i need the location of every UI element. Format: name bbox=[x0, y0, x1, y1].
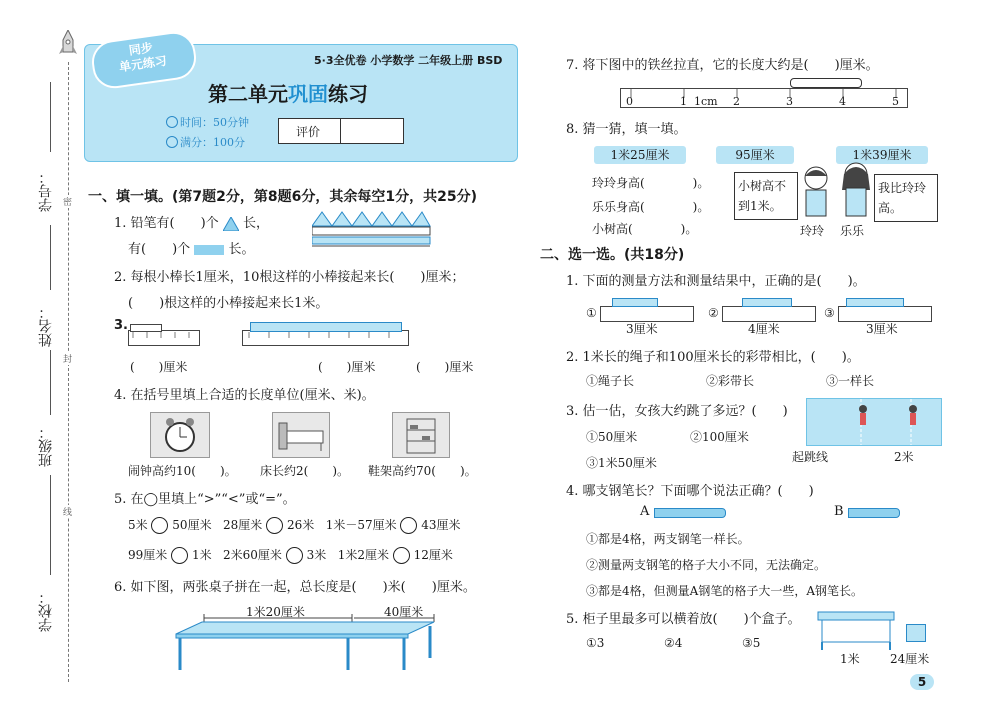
q5-row-2 bbox=[128, 546, 453, 564]
s2-q1-value: 3厘米 bbox=[626, 322, 658, 336]
q1-line-b bbox=[128, 238, 254, 257]
q8-row: 乐乐身高( )。 bbox=[592, 200, 710, 214]
q3-object-a bbox=[130, 324, 162, 332]
rectangle-icon bbox=[194, 245, 224, 255]
full-score: 满分：100分 bbox=[180, 136, 245, 149]
s2-q1-object-1 bbox=[612, 298, 658, 307]
s2-q1-object-2 bbox=[742, 298, 792, 307]
distance-label: 2米 bbox=[894, 450, 914, 464]
triangle-icon bbox=[223, 217, 239, 231]
q1-a2-text: 长， bbox=[242, 216, 269, 231]
clock-icon bbox=[166, 116, 178, 128]
s2-q3-opt[interactable]: ②100厘米 bbox=[690, 430, 749, 444]
s2-q2-text: 2. 1米长的绳子和100厘米长的彩带相比，( )。 bbox=[566, 350, 860, 365]
s2-q4-opt3-prefix: 都是 bbox=[598, 584, 623, 598]
pen-label-a: A bbox=[640, 504, 650, 519]
girl-lele-figure bbox=[836, 160, 876, 220]
s2-q5-opt[interactable]: ①3 bbox=[586, 636, 605, 650]
q1-line-a bbox=[114, 212, 269, 231]
q4-answer-b: 床长约2( )。 bbox=[260, 464, 349, 478]
q8-option: 95厘米 bbox=[716, 146, 794, 164]
cabinet-figure bbox=[816, 608, 896, 656]
q5-row-1 bbox=[128, 516, 461, 534]
s2-q3-opt[interactable]: ①50厘米 bbox=[586, 430, 638, 444]
q5-item: 50厘米 bbox=[172, 518, 212, 532]
q8-option: 1米25厘米 bbox=[594, 146, 686, 164]
q7-tick-label: 2 bbox=[733, 95, 740, 108]
unit-badge-text: 同步 单元练习 bbox=[118, 40, 168, 75]
q3-number: 3. bbox=[114, 318, 128, 333]
compare-circle[interactable] bbox=[286, 547, 303, 564]
box-figure bbox=[906, 624, 926, 642]
number-label: 学号： bbox=[38, 170, 54, 212]
wire-figure bbox=[790, 78, 862, 88]
start-line-label: 起跳线 bbox=[792, 450, 829, 464]
compare-circle[interactable] bbox=[151, 517, 168, 534]
s2-q1-text: 1. 下面的测量方法和测量结果中，正确的是( )。 bbox=[566, 274, 866, 289]
school-label: 学校： bbox=[38, 590, 54, 632]
q4-text: 4. 在括号里填上合适的长度单位(厘米、米)。 bbox=[114, 388, 375, 403]
series-label: 5·3全优卷 小学数学 二年级上册 BSD bbox=[314, 54, 503, 67]
tables-figure bbox=[172, 612, 462, 676]
q7-ruler bbox=[620, 88, 908, 108]
section2-heading: 二、选一选。(共18分) bbox=[540, 247, 685, 263]
q5-item: 1米2厘米 bbox=[337, 548, 389, 562]
compare-circle[interactable] bbox=[393, 547, 410, 564]
q4-answer-c: 鞋架高约70( )。 bbox=[368, 464, 477, 478]
title-part-c: 练习 bbox=[328, 82, 368, 106]
s2-q4-opt3-text: 4格，但测量A钢笔的格子大一些，A钢笔长。 bbox=[622, 584, 863, 598]
s2-q1-object-3 bbox=[846, 298, 904, 307]
girl-lingling-figure bbox=[796, 164, 836, 220]
q5-item: 1米－57厘米 bbox=[325, 518, 397, 532]
q5-item: 2米60厘米 bbox=[223, 548, 282, 562]
seal-mark-1: 密 bbox=[63, 195, 72, 208]
q7-tick-label: 4 bbox=[839, 95, 846, 108]
q5-text: 5. 在◯里填上“>”“<”或“=”。 bbox=[114, 492, 296, 507]
s2-q2-opt[interactable]: ③一样长 bbox=[826, 374, 875, 388]
seal-mark-2: 封 bbox=[63, 352, 72, 365]
q3-answer-a: ( )厘米 bbox=[130, 360, 188, 374]
page-number: 5 bbox=[910, 674, 934, 690]
speech-bubble-2: 我比玲玲高。 bbox=[874, 174, 938, 222]
q3-ruler-a bbox=[128, 330, 200, 346]
evaluation-label: 评价 bbox=[296, 125, 321, 139]
speech-bubble-1: 小树高不到1米。 bbox=[734, 172, 798, 220]
q5-item: 26米 bbox=[286, 518, 315, 532]
q7-tick-label: 0 bbox=[626, 95, 633, 108]
rocket-icon bbox=[58, 30, 78, 60]
q7-tick-label: 3 bbox=[786, 95, 793, 108]
bed-picture bbox=[272, 412, 330, 458]
class-label: 班级： bbox=[38, 425, 54, 467]
alarm-clock-picture bbox=[150, 412, 210, 458]
s2-q1-value: 3厘米 bbox=[866, 322, 898, 336]
seal-mark-3: 线 bbox=[63, 505, 72, 518]
q5-item: 99厘米 bbox=[128, 548, 168, 562]
s2-q4-opt[interactable]: ①都是4格，两支钢笔一样长。 bbox=[586, 532, 750, 546]
page-title bbox=[208, 78, 368, 107]
s2-q5-text: 5. 柜子里最多可以横着放( )个盒子。 bbox=[566, 612, 801, 627]
s2-q1-value: 4厘米 bbox=[748, 322, 780, 336]
s2-q4-text: 4. 哪支钢笔长？下面哪个说法正确？( ) bbox=[566, 484, 814, 499]
pencil-triangles-figure bbox=[312, 210, 432, 256]
number-line bbox=[50, 82, 51, 152]
q8-option: 1米39厘米 bbox=[836, 146, 928, 164]
s2-q1-opt: ③ bbox=[824, 306, 835, 320]
time-limit: 时间：50分钟 bbox=[180, 116, 249, 129]
q3-answer-c: ( )厘米 bbox=[416, 360, 474, 374]
school-line bbox=[50, 475, 51, 575]
name-lingling: 玲玲 bbox=[800, 224, 825, 238]
q5-item: 5米 bbox=[128, 518, 148, 532]
compare-circle[interactable] bbox=[266, 517, 283, 534]
q3-pencil-b bbox=[250, 322, 402, 332]
pen-a-figure bbox=[654, 508, 726, 518]
compare-circle[interactable] bbox=[400, 517, 417, 534]
shoe-rack-picture bbox=[392, 412, 450, 458]
q5-item: 1米 bbox=[191, 548, 212, 562]
q6-label-1: 1米20厘米 bbox=[246, 605, 305, 619]
name-line bbox=[50, 225, 51, 290]
q6-text: 6. 如下图，两张桌子拼在一起，总长度是( )米( )厘米。 bbox=[114, 580, 476, 595]
q7-tick-label: 1 bbox=[680, 95, 687, 108]
s2-q2-opt[interactable]: ②彩带长 bbox=[706, 374, 755, 388]
s2-q5-opt[interactable]: ③5 bbox=[742, 636, 761, 650]
compare-circle[interactable] bbox=[171, 547, 188, 564]
evaluation-divider bbox=[340, 118, 341, 144]
class-line bbox=[50, 350, 51, 415]
q5-item: 43厘米 bbox=[421, 518, 461, 532]
title-part-a: 第二单元 bbox=[208, 82, 288, 106]
pen-label-b: B bbox=[834, 504, 844, 519]
pen-b-figure bbox=[848, 508, 900, 518]
s2-q5-opt[interactable]: ②4 bbox=[664, 636, 683, 650]
name-lele: 乐乐 bbox=[840, 224, 865, 238]
q1-b-text: 有( )个 bbox=[128, 242, 191, 257]
q2-line-a: 2. 每根小棒长1厘米，10根这样的小棒接起来长( )厘米； bbox=[114, 270, 465, 285]
s2-q1-opt: ② bbox=[708, 306, 719, 320]
q2-line-b: ( )根这样的小棒接起来长1米。 bbox=[128, 296, 329, 311]
s2-q3-text: 3. 估一估，女孩大约跳了多远？( ) bbox=[566, 404, 788, 419]
jump-figure bbox=[806, 398, 942, 446]
cabinet-length-label: 1米 bbox=[840, 652, 860, 666]
s2-q4-opt[interactable]: ③都是4格，但测量A钢笔的格子大一些，A钢笔长。 bbox=[586, 584, 863, 598]
q8-row: 玲玲身高( )。 bbox=[592, 176, 710, 190]
q7-text: 7. 将下图中的铁丝拉直，它的长度大约是( )厘米。 bbox=[566, 58, 879, 73]
section1-heading: 一、填一填。(第7题2分，第8题6分，其余每空1分，共25分) bbox=[88, 189, 477, 205]
title-part-b: 巩固 bbox=[288, 82, 328, 106]
q8-row: 小树高( )。 bbox=[592, 222, 698, 236]
s2-q1-opt: ① bbox=[586, 306, 597, 320]
q5-item: 3米 bbox=[306, 548, 327, 562]
s2-q2-opt[interactable]: ①绳子长 bbox=[586, 374, 635, 388]
q1-a-text: 1. 铅笔有( )个 bbox=[114, 216, 219, 231]
q8-text: 8. 猜一猜，填一填。 bbox=[566, 122, 687, 137]
q5-item: 28厘米 bbox=[223, 518, 263, 532]
q1-b2-text: 长。 bbox=[228, 242, 255, 257]
name-label: 姓名： bbox=[38, 305, 54, 347]
q6-label-2: 40厘米 bbox=[384, 605, 424, 619]
q5-item: 12厘米 bbox=[413, 548, 453, 562]
s2-q4-opt[interactable]: ②测量两支钢笔的格子大小不同，无法确定。 bbox=[586, 558, 827, 572]
q7-tick-label: 1cm bbox=[694, 95, 718, 108]
s2-q3-opt[interactable]: ③1米50厘米 bbox=[586, 456, 657, 470]
q4-answer-a: 闹钟高约10( )。 bbox=[128, 464, 237, 478]
q3-ruler-b bbox=[242, 330, 409, 346]
box-length-label: 24厘米 bbox=[890, 652, 930, 666]
q3-answer-b: ( )厘米 bbox=[318, 360, 376, 374]
check-icon bbox=[166, 136, 178, 148]
q7-tick-label: 5 bbox=[892, 95, 899, 108]
